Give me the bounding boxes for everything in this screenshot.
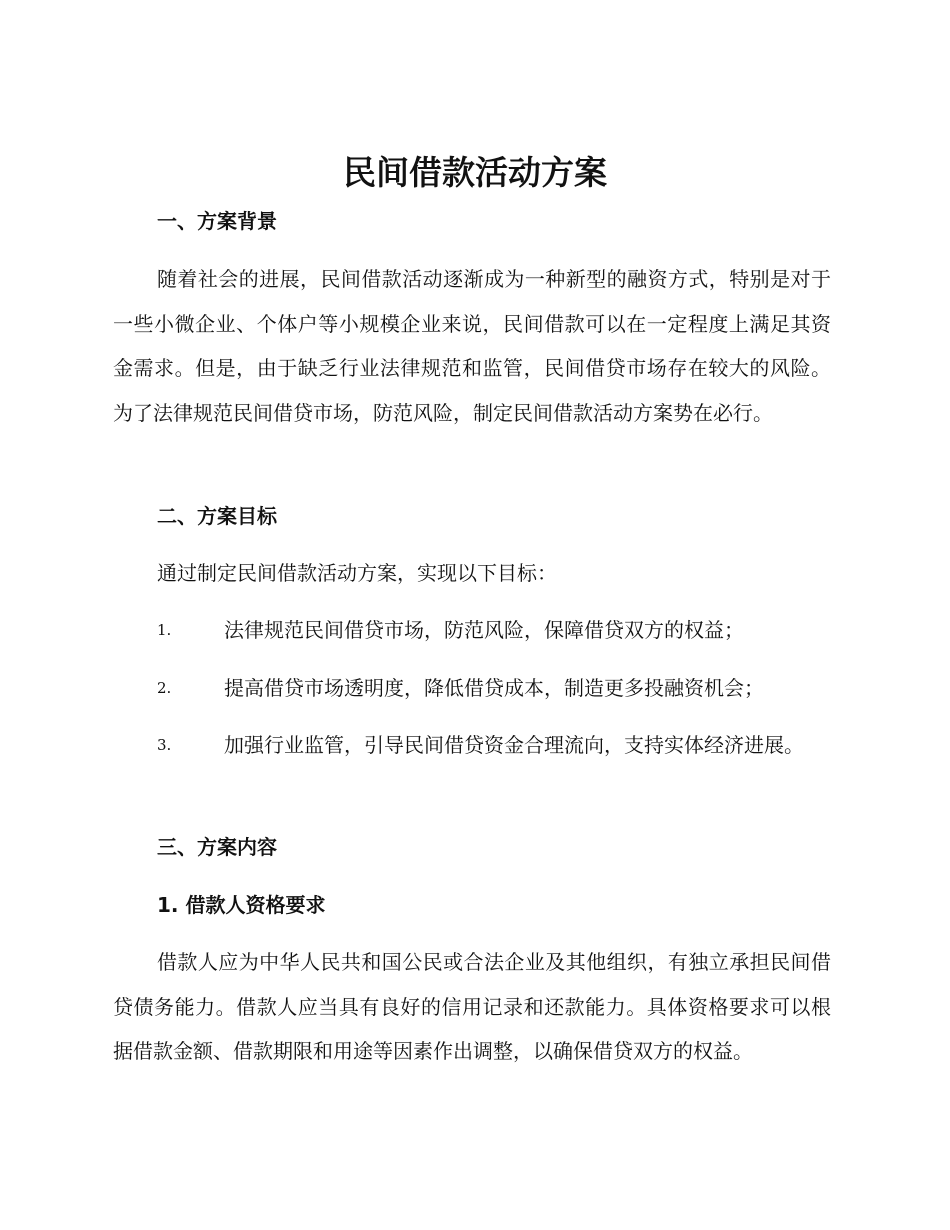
document-title: 民间借款活动方案	[343, 153, 607, 192]
section-heading-goals: 二、方案目标	[157, 504, 277, 528]
goals-intro: 通过制定民间借款活动方案，实现以下目标：	[157, 561, 557, 585]
goal-item-1-text: 法律规范民间借贷市场，防范风险，保障借贷双方的权益；	[224, 618, 744, 642]
goal-item-3-text: 加强行业监管，引导民间借贷资金合理流向，支持实体经济进展。	[224, 733, 804, 757]
goal-item-1-number: 1.	[157, 621, 172, 639]
borrower-paragraph: 借款人应为中华人民共和国公民或合法企业及其他组织，有独立承担民间借贷债务能力。借款人应当具有良好的信用记录和还款能力。具体资格要求可以根据借款金额、借款期限和用途等因素作出调整，以确保借贷双方的权益。	[113, 950, 831, 1063]
background-paragraph: 随着社会的进展，民间借款活动逐渐成为一种新型的融资方式，特别是对于一些小微企业、个体户等小规模企业来说，民间借款可以在一定程度上满足其资金需求。但是，由于缺乏行业法律规范和监管，民间借贷市场存在较大的风险。为了法律规范民间借贷市场，防范风险，制定民间借款活动方案势在必行。	[113, 267, 831, 425]
goal-item-2	[113, 666, 831, 711]
goal-item-3-number: 3.	[157, 736, 172, 754]
goal-item-1	[113, 608, 831, 653]
goal-item-2-number: 2.	[157, 679, 172, 697]
section-heading-background: 一、方案背景	[157, 209, 277, 233]
goal-item-3	[113, 723, 831, 768]
section-heading-content: 三、方案内容	[157, 835, 277, 859]
subsection-heading-borrower: 1. 借款人资格要求	[157, 893, 326, 917]
goal-item-2-text: 提高借贷市场透明度，降低借贷成本，制造更多投融资机会；	[224, 676, 764, 700]
